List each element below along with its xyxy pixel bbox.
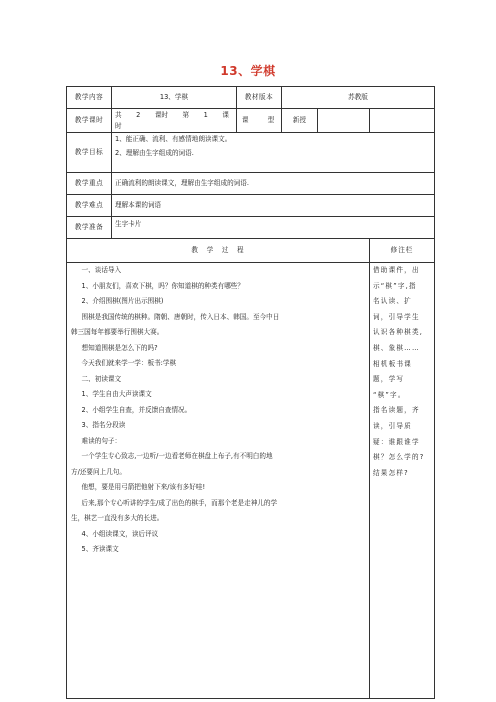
process-line: 围棋是我国传统的棋种。隋朝、唐朝时，传入日本、韩国。至今中日 (81, 312, 280, 321)
process-line: 一个学生专心致志,一边听/一边看老师在棋盘上布子,有不明白的地 (81, 452, 273, 460)
note-line: 棋、象棋…… (373, 343, 420, 352)
note-line: 词，引导学生 (373, 312, 420, 321)
hours-label: 教学课时 (67, 109, 112, 133)
process-line: 难读的句子： (81, 436, 122, 445)
process-line: 想知道围棋是怎么下的吗? (81, 343, 158, 352)
note-line: 棋？怎么学的? (373, 453, 425, 462)
process-line: 4、小组读课文，读后评议 (81, 529, 159, 538)
process-line: 后来,那个专心听讲的学生/成了出色的棋手，而那个老是走神儿的学 (81, 498, 278, 507)
content-label: 教学内容 (67, 87, 112, 109)
hours-blank-cell (318, 109, 370, 133)
note-line: 认识各种棋类, (373, 328, 424, 337)
process-line: 韩三国每年都要举行围棋大赛。 (71, 328, 164, 336)
type-label: 课 型 (237, 109, 282, 133)
prep-value: 生字卡片 (112, 217, 435, 239)
key-label: 教学重点 (67, 173, 112, 195)
goal-item: 1、能正确、流利、有感情地朗读课文。 (115, 135, 232, 143)
note-line: 示“棋”字,指 (373, 281, 417, 290)
row-process-header (67, 239, 435, 263)
process-line: 5、齐读课文 (81, 545, 119, 553)
hours-part: 共 (115, 111, 122, 120)
hours-part: 1 (203, 111, 208, 120)
note-line: 名认读、扩 (373, 297, 412, 306)
row-process-body (67, 263, 435, 699)
lesson-plan-table (66, 86, 435, 699)
process-body (67, 263, 370, 699)
process-header: 教 学 过 程 (67, 239, 370, 263)
row-hours (67, 109, 435, 133)
difficulty-label: 教学难点 (67, 195, 112, 217)
content-value: 13、学棋 (112, 87, 237, 109)
note-line: 相机板书课 (373, 359, 412, 368)
hours-part: 第 (182, 111, 190, 120)
note-header: 修注栏 (370, 239, 435, 263)
note-line: 题，学写 (373, 375, 405, 384)
process-line: 方/还要问上几句。 (71, 467, 126, 476)
row-difficulty (67, 195, 435, 217)
note-body (370, 263, 435, 699)
note-line: “棋”字。 (373, 390, 406, 399)
note-line: 读，引导质 (373, 421, 412, 430)
hours-part: 2 (136, 111, 141, 120)
goal-value (112, 133, 435, 173)
process-line: 3、指名分段读 (81, 421, 126, 429)
key-value: 正确流利的朗读课文，理解由生字组成的词语. (112, 173, 435, 195)
note-line: 结果怎样? (373, 468, 409, 477)
goal-item: 2、理解由生字组成的词语. (115, 149, 194, 157)
row-goals (67, 133, 435, 173)
process-line: 1、学生自由大声读课文 (81, 390, 152, 398)
prep-label: 教学准备 (67, 217, 112, 239)
process-line: 生，棋艺一直没有多大的长进。 (71, 514, 164, 522)
difficulty-value: 理解本课的词语 (112, 195, 435, 217)
goal-label: 教学目标 (67, 133, 112, 173)
hours-blank-cell (370, 109, 435, 133)
hours-value (112, 109, 237, 133)
process-line: 2、介绍围棋(图片出示围棋) (81, 297, 164, 305)
hours-part: 课 (222, 111, 229, 120)
edition-value: 苏教版 (282, 87, 435, 109)
row-prep (67, 217, 435, 239)
process-line: 1、小朋友们，喜欢下棋，吗？你知道棋的种类有哪些？ (81, 281, 244, 290)
note-line: 借助课件，出 (373, 266, 420, 274)
row-key (67, 173, 435, 195)
process-line: 二、初读课文 (81, 374, 122, 383)
type-value: 新授 (282, 109, 318, 133)
hours-tail: 时 (115, 121, 122, 130)
row-content (67, 87, 435, 109)
note-line: 指名读题，齐 (373, 406, 420, 415)
process-line: 他想，要是用弓箭把他射下来/该有多好哇! (81, 483, 206, 491)
hours-part: 课时 (154, 111, 169, 120)
edition-label: 教材版本 (237, 87, 282, 109)
process-line: 今天我们就来学一学：板书:学棋 (81, 359, 177, 367)
process-line: 一、谈话导入 (81, 266, 122, 274)
note-line: 疑：谁跟谁学 (373, 437, 420, 446)
page-title: 13、学棋 (220, 64, 276, 78)
process-line: 2、小组学生自查，并反馈自查情况。 (81, 405, 192, 414)
